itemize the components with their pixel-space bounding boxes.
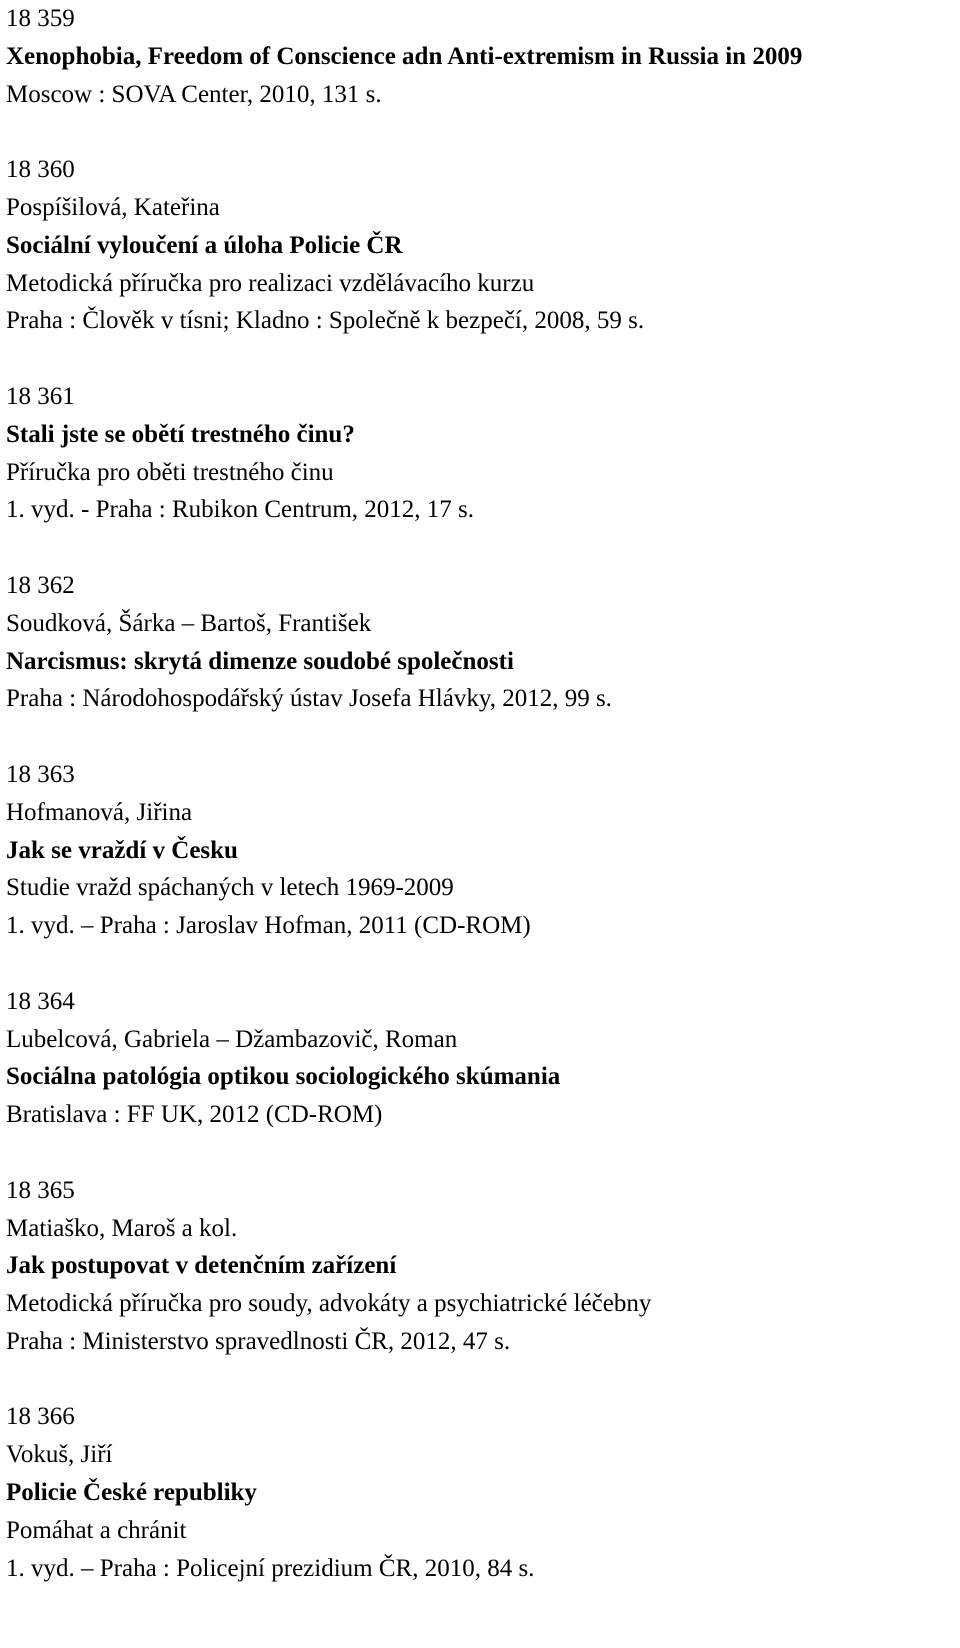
entry-separator [6, 1361, 956, 1399]
entry-line: Bratislava : FF UK, 2012 (CD-ROM) [6, 1101, 383, 1129]
entry-line: 1. vyd. - Praha : Rubikon Centrum, 2012, 17 s. [6, 496, 475, 524]
entry-title: Sociální vyloučení a úloha Policie ČR [6, 231, 403, 259]
entry-line: Moscow : SOVA Center, 2010, 131 s. [6, 80, 382, 108]
entry-title: Stali jste se obětí trestného činu? [6, 420, 355, 448]
entry-separator [6, 529, 956, 567]
entry-number: 18 359 [6, 5, 75, 32]
entry-number: 18 363 [6, 760, 75, 788]
entry-line: Studie vražd spáchaných v letech 1969-2009 [6, 874, 454, 902]
entry-separator [6, 113, 956, 151]
entry-title: Jak postupovat v detenčním zařízení [6, 1252, 397, 1280]
bibliography-entry [6, 378, 956, 529]
entry-separator [6, 945, 956, 983]
entry-line: Příručka pro oběti trestného činu [6, 458, 334, 486]
bibliography-entry [6, 983, 956, 1134]
entry-separator [6, 340, 956, 378]
entry-line: Matiaško, Maroš a kol. [6, 1214, 238, 1242]
entry-number: 18 362 [6, 571, 75, 599]
entry-line: Metodická příručka pro soudy, advokáty a psychiatrické léčebny [6, 1290, 652, 1318]
entry-line: Soudková, Šárka – Bartoš, František [6, 609, 372, 637]
entry-separator [6, 1134, 956, 1172]
entry-number: 18 365 [6, 1176, 75, 1204]
entry-number: 18 361 [6, 382, 75, 410]
entry-title: Policie České republiky [6, 1479, 257, 1507]
entry-title: Narcismus: skrytá dimenze soudobé společnosti [6, 647, 514, 675]
entry-number: 18 360 [6, 156, 75, 184]
entry-title: Jak se vraždí v Česku [6, 836, 238, 864]
entry-line: Praha : Národohospodářský ústav Josefa Hlávky, 2012, 99 s. [6, 685, 612, 713]
entry-line: Metodická příručka pro realizaci vzdělávacího kurzu [6, 269, 535, 297]
bibliography-entry [6, 567, 956, 718]
entry-line: Praha : Člověk v tísni; Kladno : Společně k bezpečí, 2008, 59 s. [6, 307, 645, 335]
bibliography-entry [6, 1398, 956, 1587]
entry-title: Sociálna patológia optikou sociologického skúmania [6, 1063, 561, 1091]
entry-number: 18 364 [6, 987, 75, 1015]
entry-line: Pomáhat a chránit [6, 1516, 187, 1544]
entry-line: Praha : Ministerstvo spravedlnosti ČR, 2012, 47 s. [6, 1327, 511, 1355]
entry-separator [6, 718, 956, 756]
entry-title: Xenophobia, Freedom of Conscience adn Anti-extremism in Russia in 2009 [6, 42, 803, 70]
entry-line: Hofmanová, Jiřina [6, 798, 193, 826]
bibliography-entry [6, 1172, 956, 1361]
bibliography-list [6, 0, 956, 1587]
entry-line: 1. vyd. – Praha : Policejní prezidium ČR, 2010, 84 s. [6, 1554, 535, 1582]
entry-line: Pospíšilová, Kateřina [6, 193, 220, 221]
bibliography-entry [6, 0, 956, 113]
bibliography-entry [6, 151, 956, 340]
bibliography-entry [6, 756, 956, 945]
entry-number: 18 366 [6, 1403, 75, 1431]
entry-line: 1. vyd. – Praha : Jaroslav Hofman, 2011 (CD-ROM) [6, 912, 531, 940]
entry-line: Lubelcová, Gabriela – Džambazovič, Roman [6, 1025, 458, 1053]
entry-line: Vokuš, Jiří [6, 1441, 113, 1469]
